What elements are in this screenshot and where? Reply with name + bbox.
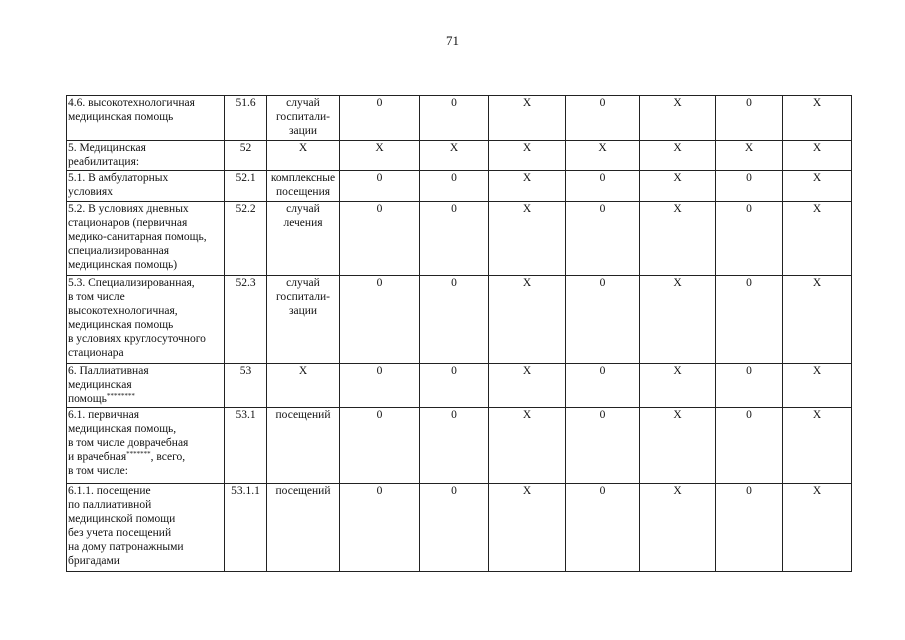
value-cell: 0 [716, 408, 783, 484]
value-cell: X [489, 141, 566, 171]
value-cell: 0 [420, 202, 489, 276]
value-cell: X [640, 276, 716, 364]
table-row [67, 276, 852, 364]
value-cell: 0 [340, 171, 420, 202]
data-table [66, 95, 852, 572]
value-cell: X [716, 141, 783, 171]
value-cell: X [783, 96, 852, 141]
value-cell: X [640, 202, 716, 276]
value-cell: X [640, 171, 716, 202]
value-cell: 0 [566, 408, 640, 484]
value-cell: X [783, 484, 852, 572]
row-code: 52 [225, 141, 267, 171]
value-cell: X [489, 408, 566, 484]
row-code: 52.1 [225, 171, 267, 202]
value-cell: X [640, 141, 716, 171]
row-name: 5.3. Специализированная, в том числе высокотехнологичная, медицинская помощь в условиях круглосуточного стационара [67, 276, 225, 364]
value-cell: X [489, 276, 566, 364]
row-name: 6.1.1. посещение по паллиативной медицинской помощи без учета посещений на дому патронажными бригадами [67, 484, 225, 572]
value-cell: 0 [340, 408, 420, 484]
value-cell: 0 [566, 96, 640, 141]
row-name: 6. Паллиативная медицинская помощь******** [67, 364, 225, 408]
table-row [67, 484, 852, 572]
value-cell: X [489, 202, 566, 276]
row-name: 4.6. высокотехнологичная медицинская помощь [67, 96, 225, 141]
value-cell: 0 [420, 96, 489, 141]
value-cell: X [640, 408, 716, 484]
value-cell: X [489, 364, 566, 408]
row-code: 53.1.1 [225, 484, 267, 572]
table-row [67, 408, 852, 484]
page-number: 71 [446, 33, 459, 48]
row-unit: случай госпитали- зации [267, 96, 340, 141]
value-cell: 0 [566, 364, 640, 408]
row-unit: посещений [267, 484, 340, 572]
value-cell: X [783, 171, 852, 202]
row-code: 51.6 [225, 96, 267, 141]
row-name: 5.2. В условиях дневных стационаров (первичная медико-санитарная помощь, специализированная медицинская помощь) [67, 202, 225, 276]
row-code: 52.3 [225, 276, 267, 364]
value-cell: X [783, 276, 852, 364]
value-cell: 0 [716, 96, 783, 141]
row-code: 53 [225, 364, 267, 408]
value-cell: 0 [420, 408, 489, 484]
table-row [67, 364, 852, 408]
value-cell: 0 [340, 96, 420, 141]
footnote-mark: ******* [126, 450, 151, 458]
value-cell: 0 [566, 171, 640, 202]
table-row [67, 141, 852, 171]
value-cell: 0 [716, 202, 783, 276]
value-cell: X [640, 96, 716, 141]
value-cell: X [783, 141, 852, 171]
row-unit: X [267, 364, 340, 408]
value-cell: 0 [716, 364, 783, 408]
value-cell: X [640, 364, 716, 408]
value-cell: 0 [716, 484, 783, 572]
row-unit: случай госпитали- зации [267, 276, 340, 364]
value-cell: 0 [340, 276, 420, 364]
value-cell: 0 [420, 364, 489, 408]
value-cell: X [783, 202, 852, 276]
value-cell: X [566, 141, 640, 171]
value-cell: 0 [566, 276, 640, 364]
row-code: 53.1 [225, 408, 267, 484]
value-cell: 0 [340, 202, 420, 276]
row-unit: посещений [267, 408, 340, 484]
value-cell: X [340, 141, 420, 171]
value-cell: X [640, 484, 716, 572]
row-name: 6.1. первичная медицинская помощь, в том числе доврачебная и врачебная*******, всего, в том числе: [67, 408, 225, 484]
value-cell: 0 [340, 484, 420, 572]
row-code: 52.2 [225, 202, 267, 276]
value-cell: X [489, 484, 566, 572]
value-cell: X [783, 408, 852, 484]
table-row [67, 96, 852, 141]
value-cell: 0 [716, 171, 783, 202]
value-cell: 0 [566, 484, 640, 572]
value-cell: 0 [340, 364, 420, 408]
table-row [67, 202, 852, 276]
table-row [67, 171, 852, 202]
value-cell: X [783, 364, 852, 408]
value-cell: 0 [420, 484, 489, 572]
value-cell: 0 [420, 276, 489, 364]
value-cell: X [489, 96, 566, 141]
value-cell: 0 [566, 202, 640, 276]
row-unit: комплексные посещения [267, 171, 340, 202]
row-name: 5.1. В амбулаторных условиях [67, 171, 225, 202]
row-unit: случай лечения [267, 202, 340, 276]
value-cell: 0 [716, 276, 783, 364]
row-unit: X [267, 141, 340, 171]
value-cell: X [420, 141, 489, 171]
value-cell: X [489, 171, 566, 202]
row-name: 5. Медицинская реабилитация: [67, 141, 225, 171]
value-cell: 0 [420, 171, 489, 202]
footnote-mark: ******** [106, 392, 135, 400]
